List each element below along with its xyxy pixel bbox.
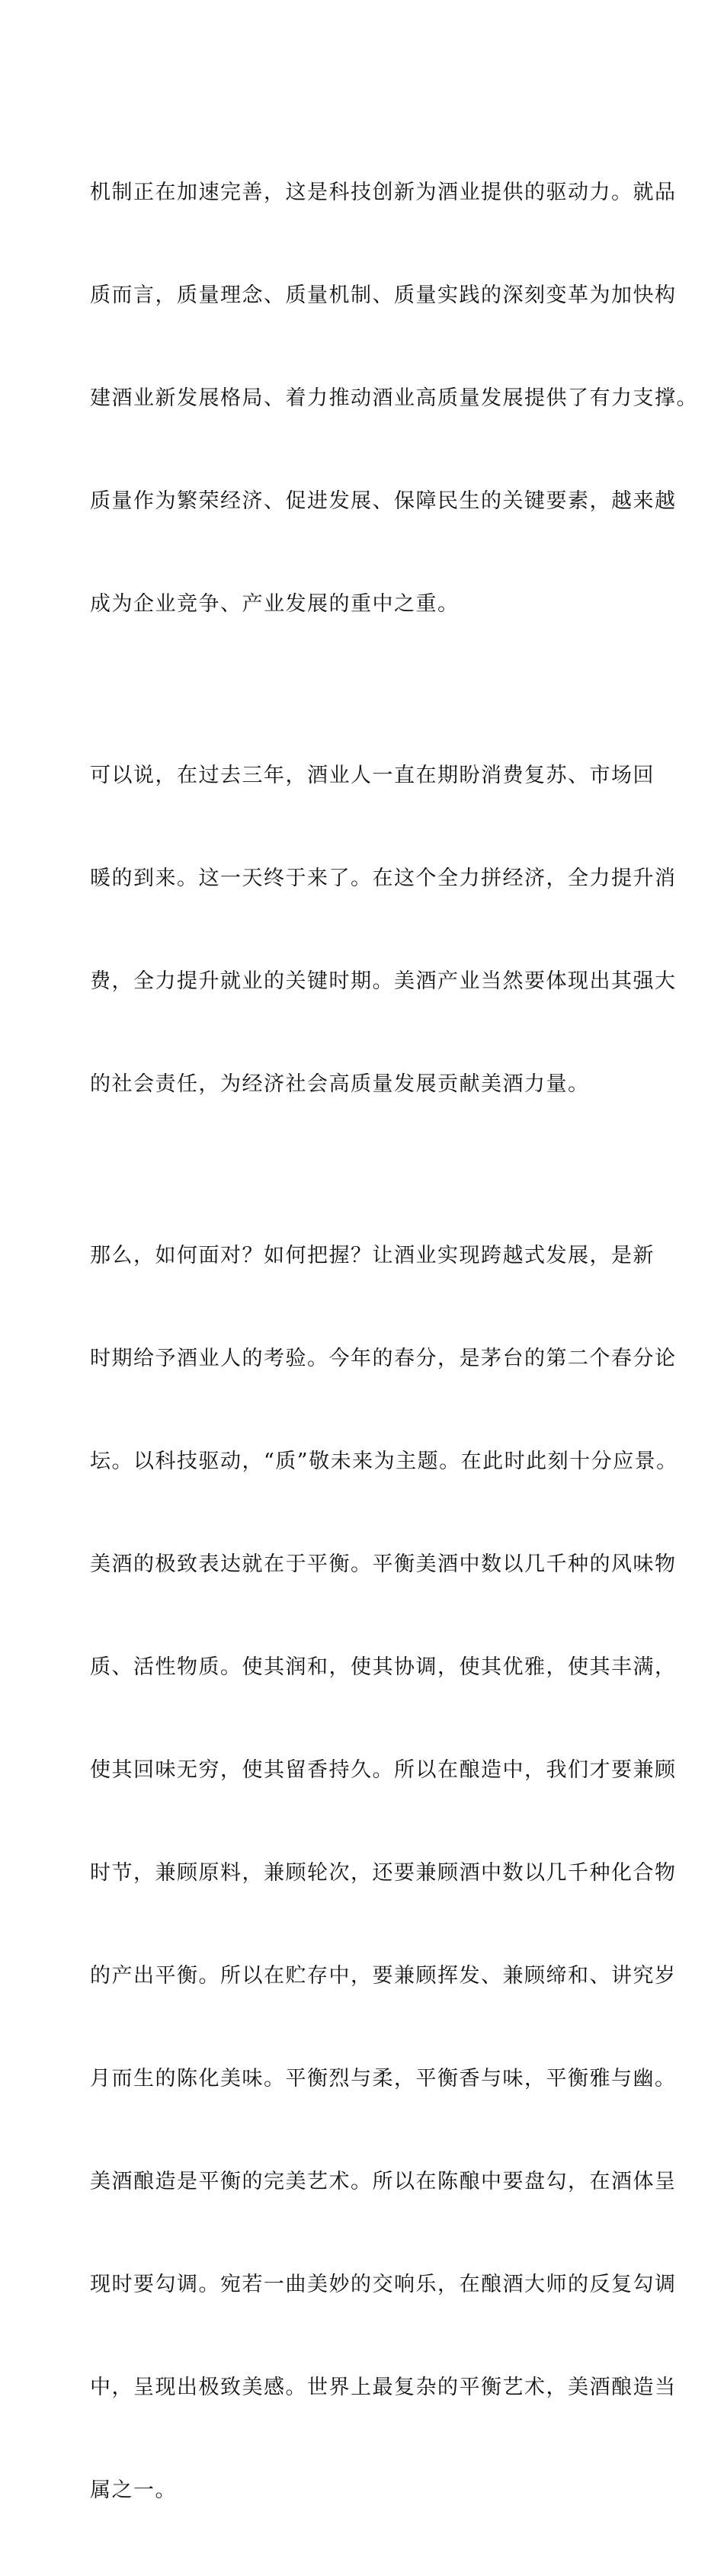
text-line: 质而言，质量理念、质量机制、质量实践的深刻变革为加快构 <box>90 284 677 307</box>
text-line: 可以说，在过去三年，酒业人一直在期盼消费复苏、市场回 <box>90 764 655 787</box>
text-line: 属之一。 <box>90 2478 177 2502</box>
text-line: 质、活性物质。使其润和，使其协调，使其优雅，使其丰满， <box>90 1655 677 1679</box>
text-line: 美酒的极致表达就在于平衡。平衡美酒中数以几千种的风味物 <box>90 1552 677 1576</box>
text-line: 那么，如何面对？如何把握？让酒业实现跨越式发展，是新 <box>90 1244 655 1267</box>
text-line: 费，全力提升就业的关键时期。美酒产业当然要体现出其强大 <box>90 969 677 993</box>
text-line: 的产出平衡。所以在贮存中，要兼顾挥发、兼顾缔和、讲究岁 <box>90 1964 677 1988</box>
body-text <box>90 107 698 2576</box>
text-line: 暖的到来。这一天终于来了。在这个全力拼经济，全力提升消 <box>90 867 677 890</box>
text-line: 质量作为繁荣经济、促进发展、保障民生的关键要素，越来越 <box>90 489 677 513</box>
text-line: 成为企业竞争、产业发展的重中之重。 <box>90 592 460 616</box>
text-line: 建酒业新发展格局、着力推动酒业高质量发展提供了有力支撑。 <box>90 386 698 410</box>
text-line: 坛。以科技驱动，“质”敬未来为主题。在此时此刻十分应景。 <box>90 1450 678 1473</box>
text-line: 时节，兼顾原料，兼顾轮次，还要兼顾酒中数以几千种化合物 <box>90 1861 677 1885</box>
text-line: 时期给予酒业人的考验。今年的春分，是茅台的第二个春分论 <box>90 1347 677 1370</box>
paragraph-2 <box>90 690 677 1170</box>
text-line: 中，呈现出极致美感。世界上最复杂的平衡艺术，美酒酿造当 <box>90 2376 677 2399</box>
text-line: 现时要勾调。宛若一曲美妙的交响乐，在酿酒大师的反复勾调 <box>90 2273 677 2296</box>
text-line: 美酒酿造是平衡的完美艺术。所以在陈酿中要盘勾，在酒体呈 <box>90 2170 677 2193</box>
text-line: 使其回味无穷，使其留香持久。所以在酿造中，我们才要兼顾 <box>90 1758 677 1782</box>
text-line: 的社会责任，为经济社会高质量发展贡献美酒力量。 <box>90 1072 590 1096</box>
text-line: 月而生的陈化美味。平衡烈与柔，平衡香与味，平衡雅与幽。 <box>90 2067 677 2091</box>
paragraph-3 <box>90 1170 678 2576</box>
paragraph-1 <box>90 107 698 690</box>
text-line: 机制正在加速完善，这是科技创新为酒业提供的驱动力。就品 <box>90 181 677 204</box>
